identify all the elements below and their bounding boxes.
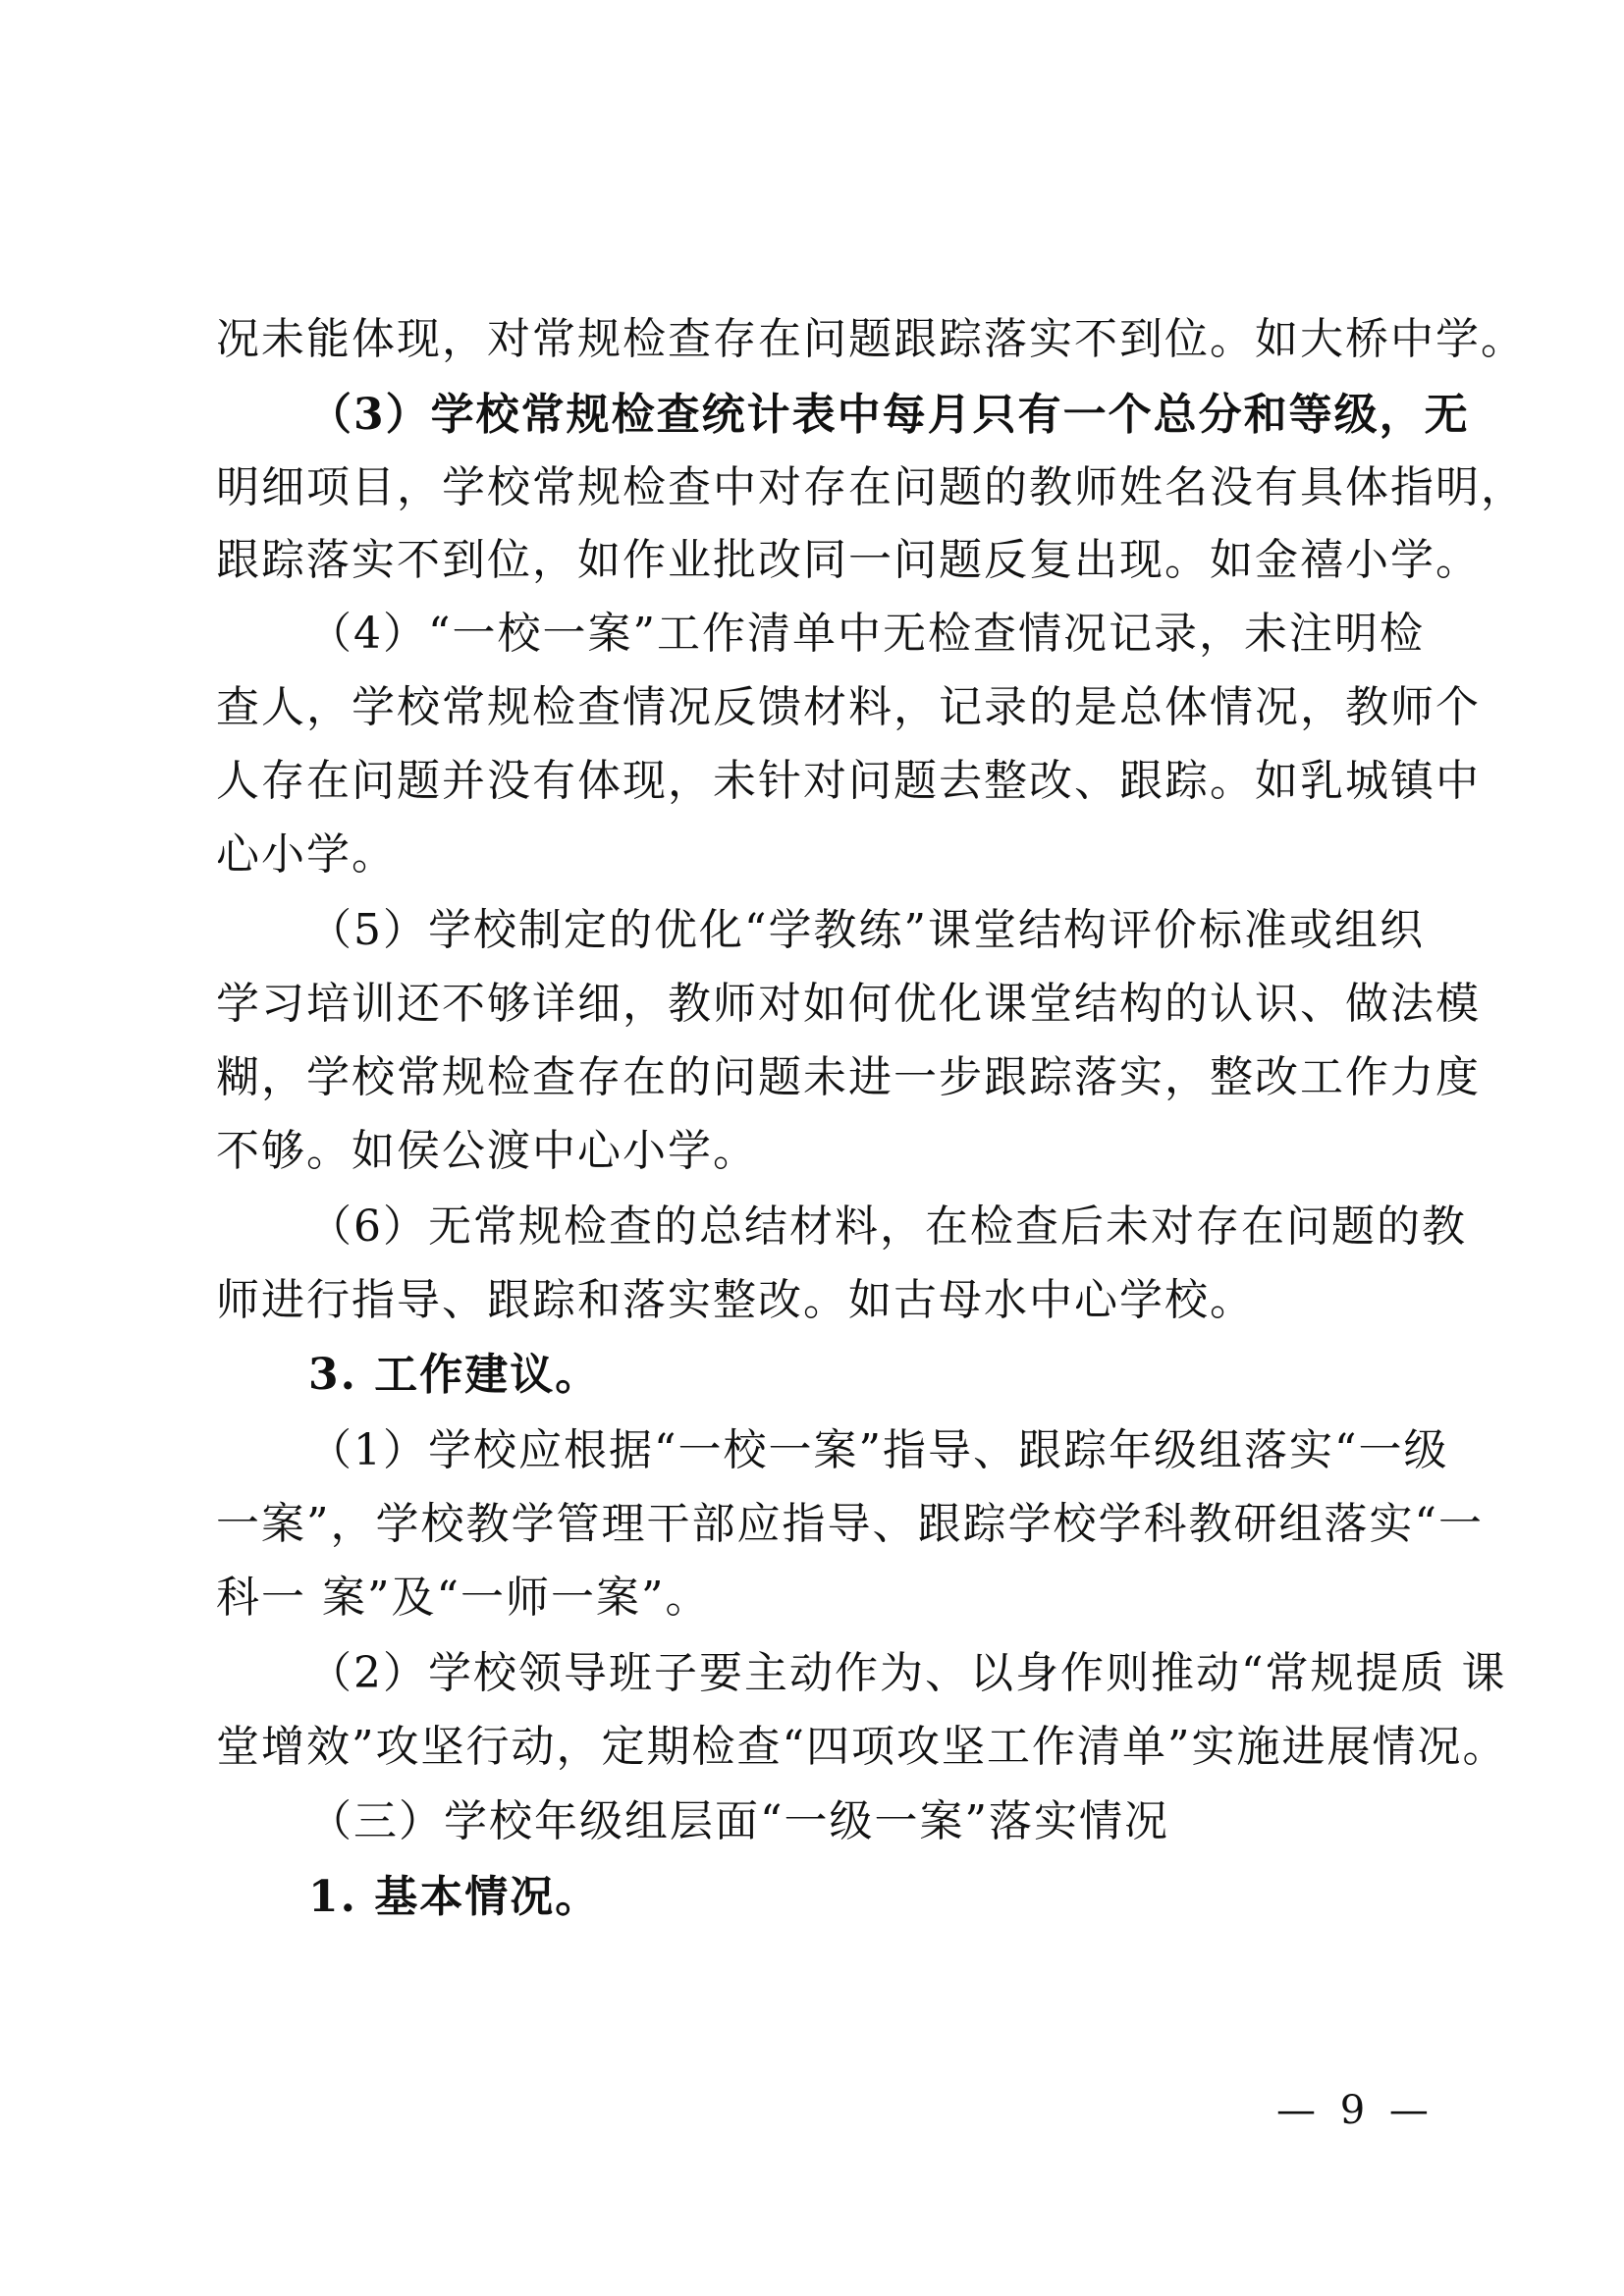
paragraph-line: 堂增效”攻坚行动，定期检查“四项攻坚工作清单”实施进展情况。 <box>216 1722 1508 1772</box>
paragraph-line: 查人，学校常规检查情况反馈材料，记录的是总体情况，教师个 <box>216 682 1481 732</box>
paragraph-line: 科一 案”及“一师一案”。 <box>216 1573 711 1623</box>
section-heading: 3. 工作建议。 <box>308 1350 601 1400</box>
page-number: — 9 — <box>1276 2088 1435 2133</box>
paragraph-line: 学习培训还不够详细，教师对如何优化课堂结构的认识、做法模 <box>216 979 1481 1029</box>
paragraph-line: 明细项目，学校常规检查中对存在问题的教师姓名没有具体指明， <box>216 462 1526 512</box>
list-item-6-line: （6）无常规检查的总结材料，在检查后未对存在问题的教 <box>308 1201 1467 1252</box>
paragraph-line: 一案”，学校教学管理干部应指导、跟踪学校学科教研组落实“一 <box>216 1499 1484 1549</box>
paragraph-line: 况未能体现，对常规检查存在问题跟踪落实不到位。如大桥中学。 <box>216 314 1526 364</box>
section-heading: 1. 基本情况。 <box>308 1872 601 1922</box>
paragraph-line: 跟踪落实不到位，如作业批改同一问题反复出现。如金禧小学。 <box>216 535 1481 585</box>
paragraph-line: 心小学。 <box>216 829 397 880</box>
subsection-heading: （三）学校年级组层面“一级一案”落实情况 <box>308 1796 1169 1846</box>
list-item-3-line: （3）学校常规检查统计表中每月只有一个总分和等级，无 <box>308 390 1470 440</box>
list-item-5-line: （5）学校制定的优化“学教练”课堂结构评价标准或组织 <box>308 905 1425 955</box>
paragraph-line: 糊，学校常规检查存在的问题未进一步跟踪落实，整改工作力度 <box>216 1052 1481 1102</box>
list-item-1-line: （1）学校应根据“一校一案”指导、跟踪年级组落实“一级 <box>308 1425 1449 1475</box>
list-item-4-line: （4）“一校一案”工作清单中无检查情况记录，未注明检 <box>308 609 1425 659</box>
paragraph-line: 不够。如侯公渡中心小学。 <box>216 1126 758 1176</box>
list-item-2-line: （2）学校领导班子要主动作为、以身作则推动“常规提质 课 <box>308 1648 1507 1698</box>
paragraph-line: 人存在问题并没有体现，未针对问题去整改、跟踪。如乳城镇中 <box>216 756 1481 806</box>
paragraph-line: 师进行指导、跟踪和落实整改。如古母水中心学校。 <box>216 1275 1255 1325</box>
